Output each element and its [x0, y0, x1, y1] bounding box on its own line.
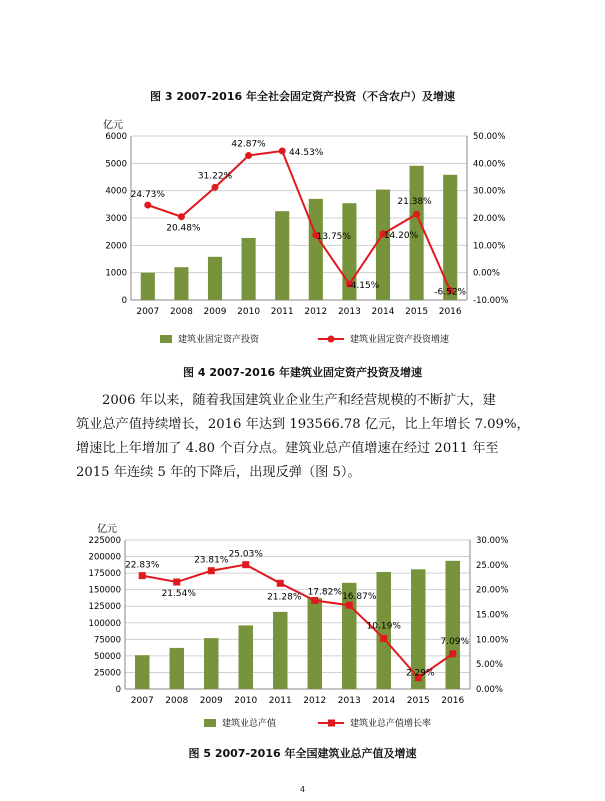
y-tick-label: 150000 — [88, 585, 121, 596]
x-tick-label: 2011 — [268, 696, 292, 706]
legend-marker — [328, 336, 335, 343]
data-label: 42.87% — [231, 139, 266, 150]
growth-line — [148, 151, 450, 291]
bar — [446, 561, 460, 689]
x-tick-label: 2014 — [371, 307, 395, 317]
x-tick-label: 2014 — [372, 696, 396, 706]
y-tick-label: 0 — [121, 296, 127, 306]
unit-label: 亿元 — [103, 120, 123, 131]
growth-point — [242, 561, 249, 568]
data-label: 20.48% — [166, 223, 201, 234]
legend-label-bars: 建筑业总产值 — [222, 719, 277, 729]
data-label: -6.52% — [434, 287, 467, 298]
y-tick-label: 6000 — [105, 132, 127, 142]
bar — [309, 199, 323, 300]
growth-point — [212, 184, 219, 191]
growth-point — [279, 147, 286, 154]
y2-tick-label: 30.00% — [473, 186, 506, 197]
y2-tick-label: -10.00% — [473, 296, 509, 306]
y-tick-label: 3000 — [105, 214, 127, 224]
data-label: 24.73% — [130, 190, 165, 201]
x-tick-label: 2012 — [304, 307, 328, 317]
x-tick-label: 2007 — [130, 696, 154, 706]
figure-3-caption: 图 3 2007-2016 年全社会固定资产投资（不含农户）及增速 — [150, 90, 455, 103]
y2-tick-label: 20.00% — [473, 214, 506, 224]
y2-tick-label: 0.00% — [476, 685, 504, 695]
legend-swatch-bars — [160, 335, 172, 343]
bar — [275, 211, 289, 300]
y-tick-label: 4000 — [105, 186, 127, 197]
data-label: 2.29% — [405, 668, 435, 679]
y-tick-label: 225000 — [88, 536, 121, 546]
growth-point — [139, 572, 146, 579]
x-tick-label: 2007 — [136, 307, 160, 317]
growth-point — [346, 602, 353, 609]
x-tick-label: 2013 — [337, 307, 361, 317]
growth-point — [277, 580, 284, 587]
growth-point — [173, 579, 180, 586]
y-tick-label: 25000 — [93, 668, 121, 679]
y-tick-label: 75000 — [93, 635, 121, 646]
bar — [208, 257, 222, 300]
data-label: 14.20% — [383, 230, 419, 241]
y2-tick-label: 20.00% — [476, 585, 509, 596]
y2-tick-label: 10.00% — [473, 241, 506, 252]
data-label: -4.15% — [347, 281, 380, 292]
x-tick-label: 2010 — [234, 696, 258, 706]
paragraph-line-3: 增速比上年增加了 4.80 个百分点。建筑业总产值增速在经过 2011 年至 — [76, 441, 499, 456]
y-tick-label: 175000 — [88, 569, 121, 580]
y-tick-label: 0 — [115, 685, 121, 695]
y2-tick-label: 0.00% — [473, 268, 501, 279]
y2-tick-label: 30.00% — [476, 536, 509, 546]
growth-line — [142, 565, 453, 678]
data-label: 44.53% — [289, 147, 324, 158]
x-tick-label: 2009 — [199, 696, 223, 706]
y-tick-label: 5000 — [105, 159, 127, 170]
growth-point — [311, 597, 318, 604]
y-tick-label: 200000 — [88, 552, 121, 563]
growth-point — [245, 152, 252, 159]
data-label: 13.75% — [316, 232, 351, 243]
y2-tick-label: 10.00% — [476, 635, 509, 646]
paragraph-line-4: 2015 年连续 5 年的下降后，出现反弹（图 5）。 — [76, 465, 361, 480]
bar — [174, 267, 188, 300]
page-number: 4 — [299, 785, 306, 794]
growth-point — [144, 202, 151, 209]
x-tick-label: 2008 — [169, 307, 193, 317]
legend-label-line: 建筑业固定资产投资增速 — [350, 335, 450, 345]
bar — [204, 638, 218, 689]
bar — [308, 598, 322, 689]
growth-point — [178, 213, 185, 220]
data-label: 25.03% — [228, 549, 263, 560]
bar — [273, 612, 287, 689]
x-tick-label: 2015 — [405, 307, 429, 317]
x-tick-label: 2015 — [406, 696, 430, 706]
x-tick-label: 2016 — [441, 696, 465, 706]
y-tick-label: 100000 — [88, 618, 121, 629]
x-tick-label: 2013 — [337, 696, 361, 706]
data-label: 7.09% — [440, 636, 470, 647]
x-tick-label: 2008 — [165, 696, 189, 706]
body-paragraph — [76, 389, 536, 485]
data-label: 16.87% — [342, 592, 377, 603]
y-tick-label: 2000 — [105, 241, 127, 252]
y2-tick-label: 5.00% — [476, 660, 504, 671]
chart-construction-investment — [0, 112, 605, 352]
y-tick-label: 50000 — [93, 651, 121, 662]
growth-point — [208, 567, 215, 574]
y2-tick-label: 25.00% — [476, 560, 509, 571]
x-tick-label: 2016 — [438, 307, 462, 317]
paragraph-line-1: 2006 年以来，随着我国建筑业企业生产和经营规模的不断扩大，建 — [102, 393, 496, 408]
unit-label: 亿元 — [97, 524, 117, 535]
bar — [242, 238, 256, 300]
y-tick-label: 1000 — [105, 268, 127, 279]
data-label: 21.38% — [397, 197, 432, 208]
x-tick-label: 2012 — [303, 696, 327, 706]
data-label: 21.28% — [267, 592, 302, 603]
y2-tick-label: 40.00% — [473, 159, 506, 170]
growth-point — [380, 635, 387, 642]
data-label: 21.54% — [161, 589, 196, 600]
legend-label-bars: 建筑业固定资产投资 — [178, 335, 260, 345]
figure-4-caption: 图 4 2007-2016 年建筑业固定资产投资及增速 — [183, 366, 422, 379]
legend-label-line: 建筑业总产值增长率 — [350, 719, 432, 729]
y2-tick-label: 50.00% — [473, 132, 506, 142]
x-tick-label: 2010 — [237, 307, 261, 317]
bar — [239, 625, 253, 689]
growth-point — [413, 211, 420, 218]
data-label: 31.22% — [197, 171, 233, 182]
data-label: 22.83% — [125, 560, 160, 571]
chart-construction-output — [0, 512, 605, 737]
figure-5-caption: 图 5 2007-2016 年全国建筑业总产值及增速 — [188, 747, 417, 760]
bar — [170, 648, 184, 689]
bar — [135, 655, 149, 689]
x-tick-label: 2011 — [270, 307, 294, 317]
data-label: 23.81% — [194, 555, 229, 566]
data-label: 10.19% — [366, 621, 401, 632]
paragraph-line-2: 筑业总产值持续增长，2016 年达到 193566.78 亿元，比上年增长 7.09%， — [76, 417, 530, 432]
x-tick-label: 2009 — [203, 307, 227, 317]
legend-swatch-bars — [204, 719, 216, 727]
bar — [141, 273, 155, 300]
data-label: 17.82% — [307, 587, 342, 598]
legend-marker — [328, 720, 335, 727]
y2-tick-label: 15.00% — [476, 610, 509, 621]
y-tick-label: 125000 — [88, 602, 121, 613]
growth-point — [449, 650, 456, 657]
